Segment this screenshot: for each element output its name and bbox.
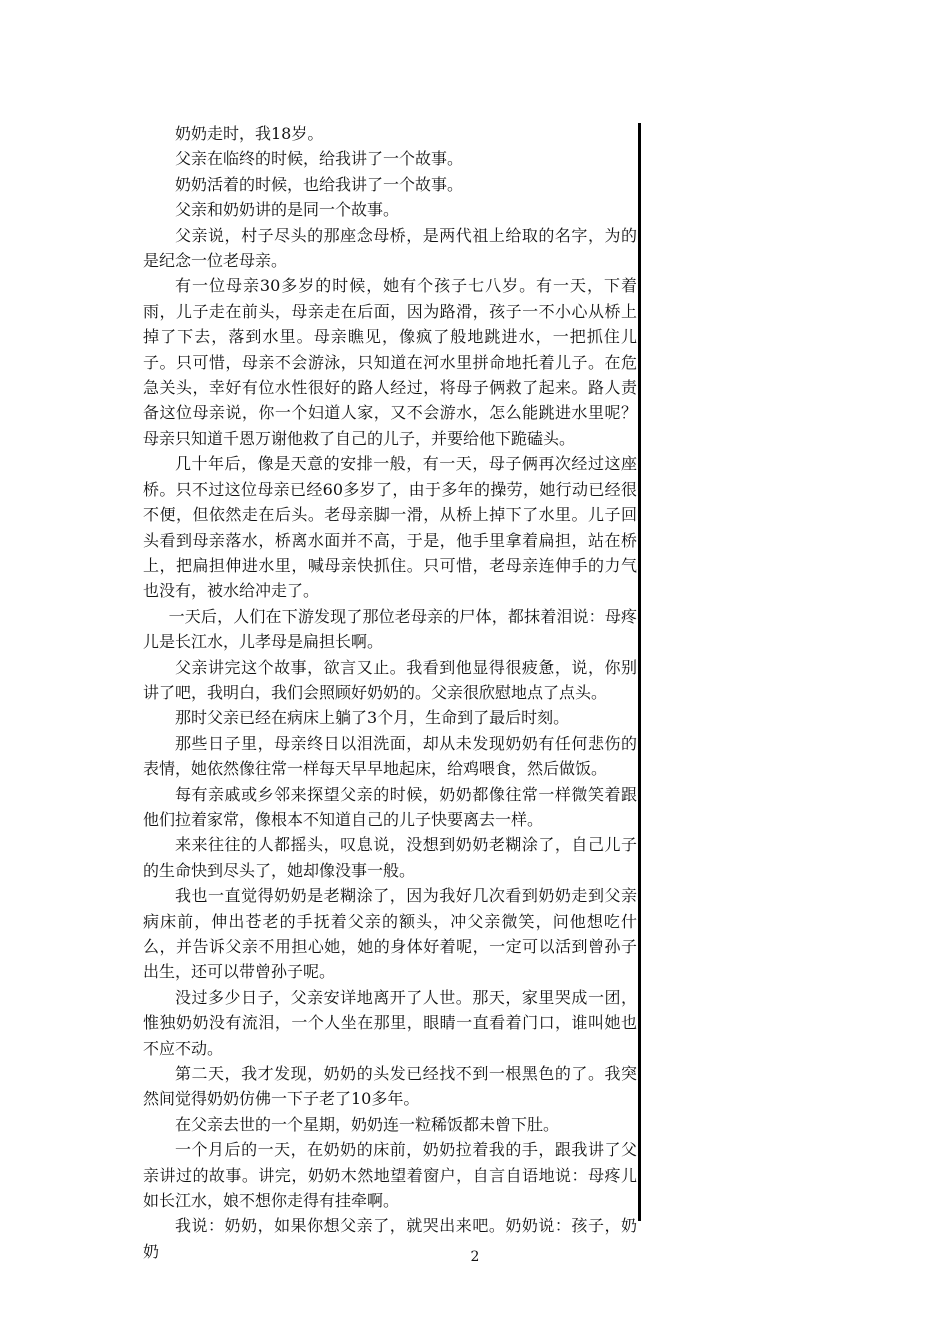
- paragraph: 一个月后的一天，在奶奶的床前，奶奶拉着我的手，跟我讲了父亲讲过的故事。讲完，奶奶木然地望着窗户，自言自语地说：母疼儿如长江水，娘不想你走得有挂牵啊。: [143, 1140, 637, 1211]
- paragraph: 那时父亲已经在病床上躺了3个月，生命到了最后时刻。: [175, 708, 570, 728]
- paragraph: 没过多少日子，父亲安详地离开了人世。那天，家里哭成一团，惟独奶奶没有流泪，一个人坐在那里，眼睛一直看着门口，谁叫她也不应不动。: [143, 987, 637, 1058]
- paragraph: 奶奶活着的时候，也给我讲了一个故事。: [175, 174, 464, 194]
- paragraph: 每有亲戚或乡邻来探望父亲的时候，奶奶都像往常一样微笑着跟他们拉着家常，像根本不知道自己的儿子快要离去一样。: [143, 784, 637, 829]
- story-body: [143, 121, 637, 1264]
- paragraph: 有一位母亲30多岁的时候，她有个孩子七八岁。有一天，下着雨，儿子走在前头，母亲走在后面，因为路滑，孩子一不小心从桥上掉了下去，落到水里。母亲瞧见，像疯了般地跳进水，一把抓住儿子。只可惜，母亲不会游泳，只知道在河水里拼命地托着儿子。在危急关头，幸好有位水性很好的路人经过，将母子俩救了起来。路人责备这位母亲说，你一个妇道人家，又不会游水，怎么能跳进水里呢？母亲只知道千恩万谢他救了自己的儿子，并要给他下跪磕头。: [143, 276, 637, 448]
- paragraph: 父亲讲完这个故事，欲言又止。我看到他显得很疲惫，说，你别讲了吧，我明白，我们会照顾好奶奶的。父亲很欣慰地点了点头。: [143, 657, 637, 702]
- paragraph: 一天后，人们在下游发现了那位老母亲的尸体，都抹着泪说：母疼儿是长江水，儿孝母是扁担长啊。: [143, 606, 637, 652]
- paragraph: 那些日子里，母亲终日以泪洗面，却从未发现奶奶有任何悲伤的表情，她依然像往常一样每天早早地起床，给鸡喂食，然后做饭。: [143, 733, 637, 779]
- paragraph: 父亲在临终的时候，给我讲了一个故事。: [175, 149, 464, 169]
- paragraph: 父亲和奶奶讲的是同一个故事。: [175, 200, 400, 220]
- paragraph: 在父亲去世的一个星期，奶奶连一粒稀饭都未曾下肚。: [175, 1114, 560, 1134]
- paragraph: 来来往往的人都摇头，叹息说，没想到奶奶老糊涂了，自己儿子的生命快到尽头了，她却像没事一般。: [143, 835, 637, 880]
- paragraph: 我也一直觉得奶奶是老糊涂了，因为我好几次看到奶奶走到父亲病床前，伸出苍老的手抚着父亲的额头，冲父亲微笑，问他想吃什么，并告诉父亲不用担心她，她的身体好着呢，一定可以活到曾孙子出生，还可以带曾孙子呢。: [143, 886, 637, 982]
- right-margin-rule: [638, 123, 641, 1221]
- paragraph: 几十年后，像是天意的安排一般，有一天，母子俩再次经过这座桥。只不过这位母亲已经60多岁了，由于多年的操劳，她行动已经很不便，但依然走在后头。老母亲脚一滑，从桥上掉下了水里。儿子回头看到母亲落水，桥离水面并不高，于是，他手里拿着扁担，站在桥上，把扁担伸进水里，喊母亲快抓住。只可惜，老母亲连伸手的力气也没有，被水给冲走了。: [143, 454, 637, 601]
- paragraph: 父亲说，村子尽头的那座念母桥，是两代祖上给取的名字，为的是纪念一位老母亲。: [143, 225, 637, 271]
- paragraph: 奶奶走时，我18岁。: [175, 124, 324, 143]
- paragraph: 我说：奶奶，如果你想父亲了，就哭出来吧。奶奶说：孩子，奶奶: [143, 1216, 637, 1261]
- page-number: 2: [470, 1249, 480, 1265]
- paragraph: 第二天，我才发现，奶奶的头发已经找不到一根黑色的了。我突然间觉得奶奶仿佛一下子老了10多年。: [143, 1064, 637, 1109]
